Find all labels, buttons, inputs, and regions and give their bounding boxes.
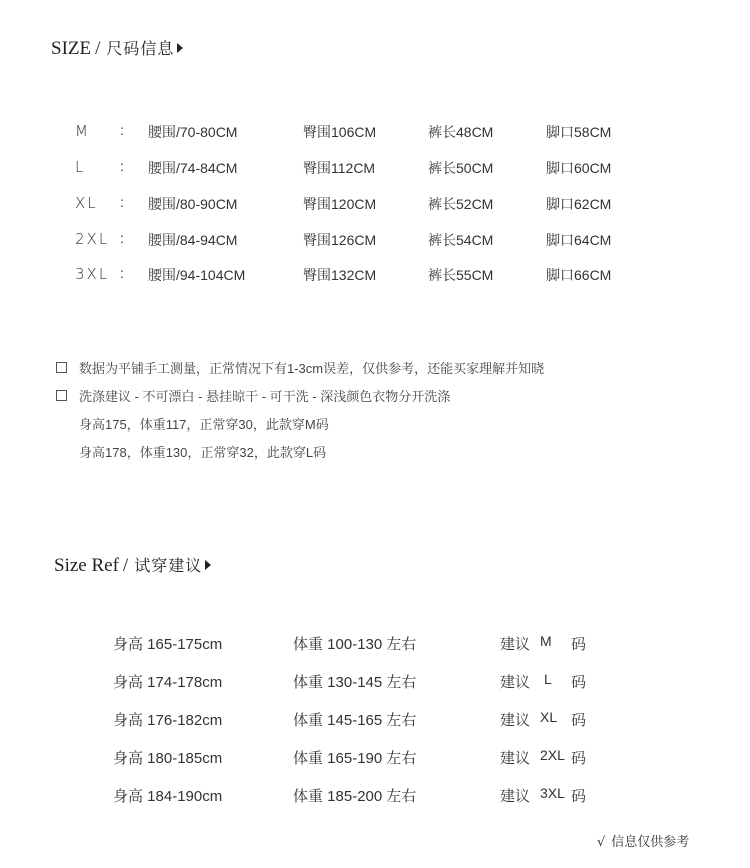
ref-weight: 体重 185-200 左右 <box>293 788 417 805</box>
length-value: 裤长55CM <box>428 267 494 283</box>
size-title-separator: / <box>95 38 101 59</box>
note-washing <box>56 386 450 405</box>
ref-suggest-label: 建议 <box>500 674 531 691</box>
ref-title-cn: 试穿建议 <box>134 558 203 575</box>
ref-unit: 码 <box>571 636 587 653</box>
note-text: 洗涤建议 - 不可漂白 - 悬挂晾干 - 可干洗 - 深浅颜色衣物分开洗涤 <box>79 389 451 404</box>
size-section-title <box>51 36 183 60</box>
ref-unit: 码 <box>571 712 587 729</box>
waist-value: 腰围/70-80CM <box>148 124 238 140</box>
footer-text: 信息仅供参考 <box>611 834 690 849</box>
ref-size: M <box>540 633 552 649</box>
ref-suggest-label: 建议 <box>500 712 531 729</box>
hem-value: 脚口64CM <box>546 232 612 248</box>
ref-size: XL <box>540 709 558 725</box>
size-colon: : <box>120 158 124 174</box>
checkbox-icon <box>56 390 67 401</box>
waist-value: 腰围/74-84CM <box>148 160 238 176</box>
ref-height: 身高 184-190cm <box>113 788 223 805</box>
size-title-en: SIZE <box>51 38 92 59</box>
ref-section-title <box>54 553 211 577</box>
ref-unit: 码 <box>571 674 587 691</box>
ref-height: 身高 174-178cm <box>113 674 223 691</box>
waist-value: 腰围/80-90CM <box>148 196 238 212</box>
hip-value: 臀围112CM <box>303 160 376 176</box>
hem-value: 脚口58CM <box>546 124 612 140</box>
note-model-1 <box>79 414 329 433</box>
triangle-right-icon <box>177 43 183 53</box>
size-title-cn: 尺码信息 <box>106 41 175 58</box>
ref-weight: 体重 130-145 左右 <box>293 674 417 691</box>
length-value: 裤长52CM <box>428 196 494 212</box>
hip-value: 臀围106CM <box>303 124 377 140</box>
note-text: 数据为平铺手工测量，正常情况下有1-3cm误差，仅供参考，还能买家理解并知晓 <box>79 361 545 376</box>
size-label: XL <box>75 194 98 212</box>
hem-value: 脚口62CM <box>546 196 612 212</box>
hip-value: 臀围126CM <box>303 232 377 248</box>
ref-size: 3XL <box>540 785 565 801</box>
note-model-2 <box>79 442 326 461</box>
size-label: M <box>75 122 90 140</box>
size-colon: : <box>120 194 124 210</box>
size-label: 2XL <box>75 230 110 248</box>
length-value: 裤长54CM <box>428 232 494 248</box>
ref-weight: 体重 100-130 左右 <box>293 636 417 653</box>
ref-suggest-label: 建议 <box>500 788 531 805</box>
length-value: 裤长50CM <box>428 160 494 176</box>
waist-value: 腰围/94-104CM <box>148 267 246 283</box>
note-text: 身高178，体重130，正常穿32，此款穿L码 <box>79 445 327 460</box>
footer-note <box>597 831 689 850</box>
hip-value: 臀围132CM <box>303 267 377 283</box>
waist-value: 腰围/84-94CM <box>148 232 238 248</box>
ref-height: 身高 176-182cm <box>113 712 223 729</box>
ref-unit: 码 <box>571 788 587 805</box>
ref-size: L <box>544 671 552 687</box>
triangle-right-icon <box>205 560 211 570</box>
hip-value: 臀围120CM <box>303 196 377 212</box>
check-icon: √ <box>597 835 606 850</box>
ref-weight: 体重 145-165 左右 <box>293 712 417 729</box>
hem-value: 脚口60CM <box>546 160 612 176</box>
ref-size: 2XL <box>540 747 565 763</box>
note-text: 身高175，体重117，正常穿30，此款穿M码 <box>79 417 329 432</box>
ref-weight: 体重 165-190 左右 <box>293 750 417 767</box>
size-colon: : <box>120 122 124 138</box>
hem-value: 脚口66CM <box>546 267 612 283</box>
size-colon: : <box>120 230 124 246</box>
ref-suggest-label: 建议 <box>500 636 531 653</box>
ref-height: 身高 180-185cm <box>113 750 223 767</box>
ref-unit: 码 <box>571 750 587 767</box>
size-label: 3XL <box>75 265 110 283</box>
ref-title-separator: / <box>122 555 129 576</box>
note-measurement <box>56 358 544 377</box>
size-colon: : <box>120 265 124 281</box>
length-value: 裤长48CM <box>428 124 494 140</box>
checkbox-icon <box>56 362 67 373</box>
ref-suggest-label: 建议 <box>500 750 531 767</box>
ref-title-en: Size Ref <box>54 555 119 576</box>
size-label: L <box>75 158 86 176</box>
ref-height: 身高 165-175cm <box>113 636 223 653</box>
